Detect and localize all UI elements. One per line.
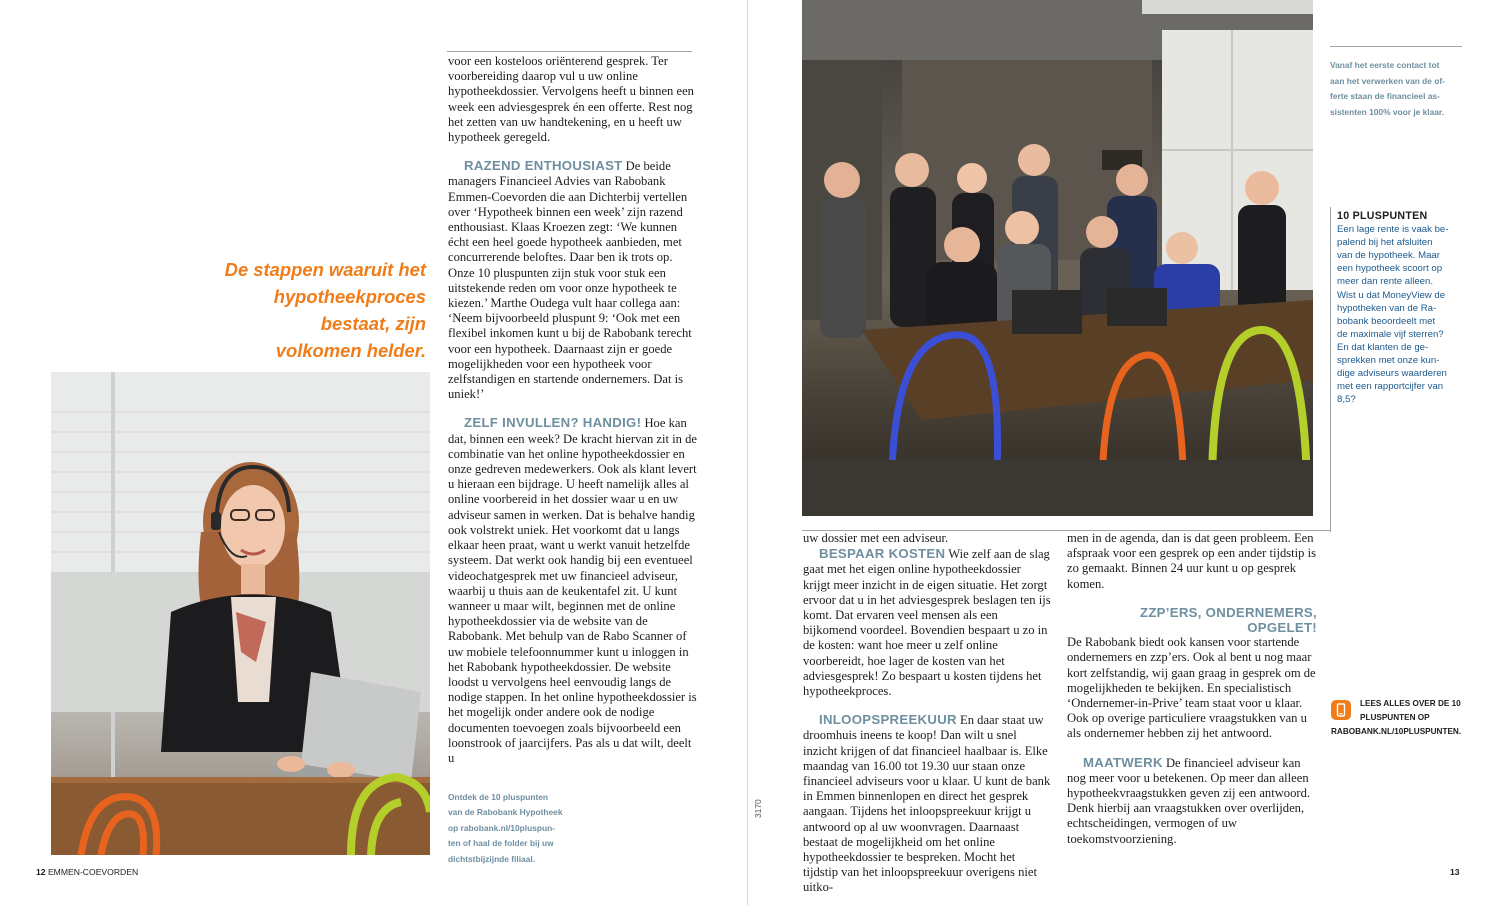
edition-label: EMMEN-COEVORDEN (47, 867, 139, 877)
heading-zzpers: ZZP’ERS, ONDERNEMERS, OPGELET! (1139, 604, 1317, 636)
article-column-1 (448, 54, 698, 779)
right-caption-line-1: Vanaf het eerste contact tot (1330, 60, 1440, 70)
heading-bespaar-kosten: BESPAAR KOSTEN (819, 546, 946, 562)
column2-section-2 (803, 712, 1051, 895)
column2-section-1-text: Wie zelf aan de slag gaat met het eigen online hypotheekdossier krijgt meer inzicht in de eigen situatie. Het zorgt ervoor dat u in het adviesgesprek beslagen ten ijs komt. Dat ervaren veel mensen als een bijkomend voordeel. Bovendien bespaart u zo in de kosten: want hoe meer u zelf online voorbereidt, hoe lager de kosten van het adviesgesprek! Zo bespaart u kosten tijdens het hypotheekproces. (803, 547, 1051, 699)
page-folio-right (1450, 867, 1460, 877)
article-column-3 (1067, 531, 1317, 860)
column2-section-1 (803, 546, 1051, 699)
pluspunten-line-2: palend bij het afsluiten (1337, 237, 1433, 249)
lees-alles-text (1331, 697, 1481, 740)
right-caption-line-4: sistenten 100% voor je klaar. (1330, 106, 1445, 117)
pull-quote-line-1: De stappen waaruit het (224, 259, 426, 280)
article-column-2 (803, 531, 1051, 909)
heading-zelf-invullen: ZELF INVULLEN? HANDIG! (464, 415, 642, 431)
lees-alles-line-2: PLUSPUNTEN OP (1360, 713, 1430, 723)
column1-section-2-text: Hoe kan dat, binnen een week? De kracht hiervan zit in de combinatie van het online hypotheekdossier en onze gedreven medewerkers. Ook als klant levert u hieraan een bijdrage. U heeft namelijk alles al online voorbereid in het dossier waar u en uw adviseur samen in werken. Dat is behalve handig ook volstrekt uniek. Het voorkomt dat u langs elkaar heen praat, want u werkt vanuit hetzelfde systeem. Dat werkt ook handig bij een eventueel videochatgesprek met uw financieel adviseur, waarbij u thuis aan de keukentafel zit. U kunt wanneer u maar wilt, beginnen met de online hypotheekdossier via de website van de Rabobank. Met behulp van de Rabo Scanner of uw mobiele telefoonnummer kunt u inloggen in het Rabobank hypotheekdossier. De website loodst u vervolgens heel eenvoudig langs de nodige stappen. In het online hypotheekdossier is het mogelijk onder andere ook de nodige documenten toevoegen zoals bijvoorbeeld een loonstrook of jaarcijfers. Pas als u dat wilt, deelt u (448, 416, 697, 765)
column3-section-1-text: De Rabobank biedt ook kansen voor startende ondernemers en zzp’ers. Ook al bent u nog maar kort zelfstandig, wij gaan graag in gesprek om de mogelijkheden te bekijken. En specialistisch ‘Ondernemer-in-Prive’ team staat voor u klaar. Ook op overige particuliere vraagstukken van u als ondernemer hebben zij het antwoord. (1067, 635, 1316, 741)
page-number-right: 13 (1450, 867, 1460, 877)
pull-quote-line-2: hypotheekproces (273, 286, 426, 307)
photo-advisor-illustration (51, 372, 430, 855)
page-number-left: 12 (36, 867, 46, 877)
pluspunten-line-12: dige adviseurs waarderen (1337, 368, 1447, 380)
column2-section-2-text: En daar staat uw droomhuis ineens te koop! Dan wilt u snel inzicht krijgen of dat financieel haalbaar is. Elke maandag van 16.00 tot 19.30 uur staan onze financieel adviseurs voor u klaar. U kunt de bank in Emmen binnenlopen en direct het gesprek aangaan. Tijdens het inloopspreekuur krijgt u antwoord op al uw woonvragen. Daarnaast bestaat de mogelijkheid om het online hypotheekdossier te bespreken. Mocht het tijdstip van het inloopspreekuur overigens niet uitko- (803, 713, 1051, 895)
pluspunten-line-14: 8,5? (1337, 394, 1356, 406)
caption-line-3: op rabobank.nl/10pluspun- (448, 822, 556, 833)
pluspunten-line-9: de maximale vijf sterren? (1337, 328, 1444, 340)
page-folio-left (36, 867, 138, 877)
pluspunten-title: 10 PLUSPUNTEN (1337, 210, 1428, 222)
pluspunten-line-4: een hypotheek scoort op (1337, 263, 1443, 275)
column1-section-1 (448, 158, 698, 402)
column1-top-rule (447, 51, 692, 52)
pluspunten-line-3: van de hypotheek. Maar (1337, 250, 1440, 262)
gutter-code (753, 799, 763, 818)
pluspunten-line-6: Wist u dat MoneyView de (1337, 289, 1446, 301)
pluspunten-line-10: En dat klanten de ge- (1337, 341, 1429, 353)
caption-line-5: dichtstbijzijnde filiaal. (448, 853, 536, 864)
right-caption-top-rule (1330, 46, 1462, 47)
column3-intro: men in de agenda, dan is dat geen probleem. Een afspraak voor een gesprek op een ander tijdstip is zo gemaakt. Binnen 24 uur kunt u op gesprek komen. (1067, 531, 1316, 591)
column1-section-2 (448, 415, 698, 766)
column1-intro: voor een kosteloos oriënterend gesprek. Ter voorbereiding daarop vul u uw online hypotheekdossier. Vervolgens heeft u binnen een week een adviesgesprek én een offerte. Rest nog het zetten van uw handtekening, en u heeft uw hypotheek geregeld. (448, 54, 694, 145)
column3-section-2-text: De financieel adviseur kan nog meer voor u betekenen. Op meer dan alleen hypotheekvraagstukken geven zij een antwoord. Denk hierbij aan vraagstukken over overlijden, echtscheidingen, vermogen of uw toekomstvoorziening. (1067, 755, 1311, 846)
pluspunten-line-11: sprekken met onze kun- (1337, 355, 1440, 367)
caption-line-4: ten of haal de folder bij uw (448, 838, 554, 849)
pluspunten-left-rule (1330, 207, 1331, 532)
photo-team (802, 0, 1313, 516)
caption-line-2: van de Rabobank Hypotheek (448, 807, 563, 818)
heading-razend-enthousiast: RAZEND ENTHOUSIAST (464, 158, 623, 174)
gutter-code-text: 3170 (753, 799, 763, 818)
caption-line-1: Ontdek de 10 pluspunten (448, 792, 549, 802)
pull-quote-line-4: volkomen helder. (275, 340, 426, 361)
pluspunten-box (1337, 210, 1457, 406)
pluspunten-line-8: bobank beoordeelt met (1337, 315, 1436, 327)
heading-inloopspreekuur: INLOOPSPREEKUUR (819, 712, 957, 728)
right-caption-line-3: ferte staan de financieel as- (1330, 91, 1440, 102)
column2-intro: uw dossier met een adviseur. (803, 531, 949, 545)
pull-quote-line-3: bestaat, zijn (320, 313, 426, 334)
pull-quote (150, 256, 426, 364)
lees-alles-line-1: LEES ALLES OVER DE 10 (1360, 699, 1461, 708)
column3-section-2 (1067, 755, 1317, 847)
pluspunten-line-13: met een rapportcijfer van (1337, 381, 1444, 393)
heading-maatwerk: MAATWERK (1083, 754, 1163, 770)
photo-team-illustration (802, 0, 1313, 516)
pluspunten-line-1: Een lage rente is vaak be- (1337, 224, 1449, 236)
photo-caption-left (448, 790, 598, 867)
page-gutter-line (747, 0, 748, 905)
column1-section-1-text: De beide managers Financieel Advies van Rabobank Emmen-Coevorden die aan Dichterbij vertellen over ‘Hypotheek binnen een week’ zijn razend enthousiast. Klaas Kroezen zegt: ‘We kunnen écht een heel goede hypotheek aanbieden, met concurrerende beloftes. Daar ben ik trots op. Onze 10 pluspunten zijn stuk voor stuk een uitstekende reden om voor onze hypotheek te kiezen.’ Marthe Oudega vult haar collega aan: ‘Neem bijvoorbeeld pluspunt 9: ‘Ook met een flexibel inkomen kunt u bij de Rabobank terecht voor een hypotheek. Daarnaast zijn er goede mogelijkheden voor een hypotheek voor zelfstandigen en startende ondernemers. Dat is uniek!’ (448, 159, 692, 402)
pluspunten-line-5: meer dan rente alleen. (1337, 276, 1433, 288)
pluspunten-line-7: hypotheken van de Ra- (1337, 302, 1437, 314)
photo-advisor (51, 372, 430, 855)
lees-alles-link[interactable]: RABOBANK.NL/10PLUSPUNTEN. (1331, 727, 1462, 737)
right-caption-line-2: aan het verwerken van de of- (1330, 75, 1445, 86)
photo-caption-right (1330, 58, 1480, 120)
